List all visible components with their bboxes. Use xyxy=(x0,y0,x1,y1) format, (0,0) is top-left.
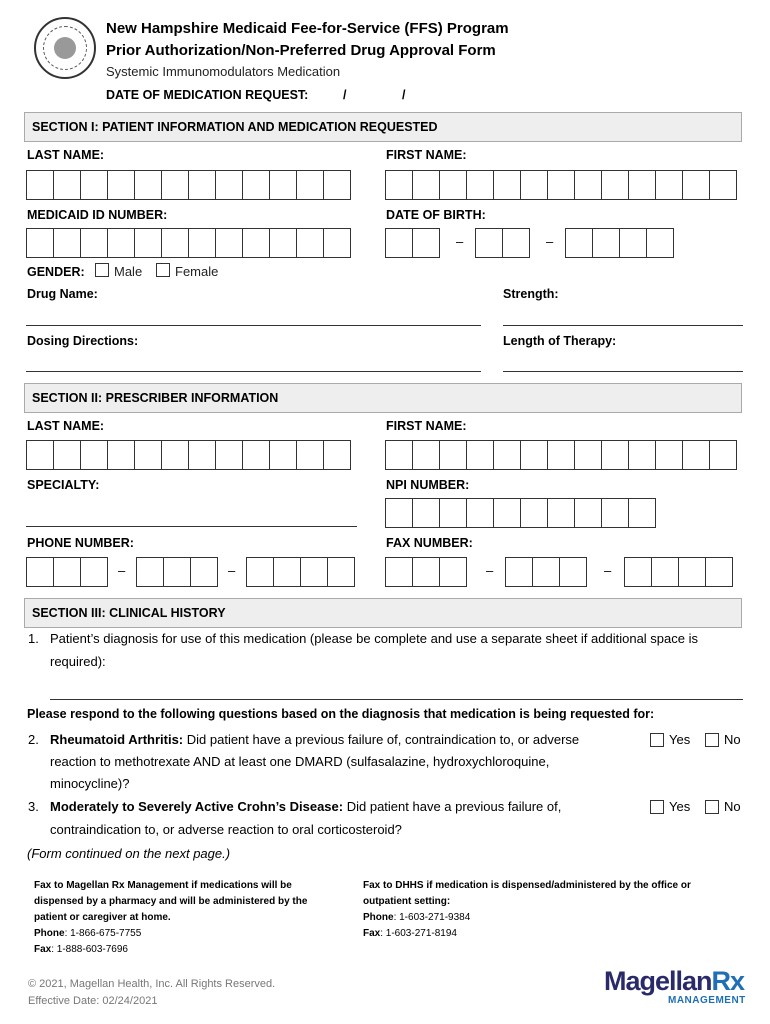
drug-name-label: Drug Name: xyxy=(27,287,98,301)
female-label: Female xyxy=(175,264,219,279)
dhhs-phone: : 1-603-271-9384 xyxy=(393,912,471,923)
q2-text-line1 xyxy=(50,729,579,751)
q3-no-checkbox[interactable] xyxy=(705,800,719,814)
prescriber-last-name-field[interactable] xyxy=(26,440,350,470)
section-1-header xyxy=(24,112,742,142)
magellan-fax: : 1-888-603-7696 xyxy=(51,944,128,955)
strength-label: Strength: xyxy=(503,287,559,301)
date-slash-1: / xyxy=(343,88,347,102)
q2-text-line2: reaction to methotrexate AND at least one DMARD (sulfasalazine, hydroxychloroquine, xyxy=(50,754,550,769)
q2-no-label: No xyxy=(724,732,741,747)
q2-question: Did patient have a previous failure of, contraindication to, or adverse xyxy=(183,732,580,747)
magellan-phone-label: Phone xyxy=(34,928,65,939)
dob-label: DATE OF BIRTH: xyxy=(386,208,486,222)
copyright-text: © 2021, Magellan Health, Inc. All Rights Reserved. xyxy=(28,978,276,990)
fax-dash-1: – xyxy=(486,563,494,578)
length-of-therapy-label: Length of Therapy: xyxy=(503,334,617,348)
drug-name-line[interactable] xyxy=(26,325,481,326)
dob-year-field[interactable] xyxy=(565,228,673,258)
form-title-line2: Prior Authorization/Non-Preferred Drug Approval Form xyxy=(106,42,496,59)
prescriber-last-name-label: LAST NAME: xyxy=(27,419,105,433)
specialty-label: SPECIALTY: xyxy=(27,478,100,492)
logo-rx: Rx xyxy=(711,966,745,996)
fax-magellan-block xyxy=(34,878,354,958)
dosing-directions-label: Dosing Directions: xyxy=(27,334,139,348)
q2-number: 2. xyxy=(28,732,39,747)
male-checkbox[interactable] xyxy=(95,263,109,277)
dhhs-phone-label: Phone xyxy=(363,912,394,923)
fax-area-field[interactable] xyxy=(385,557,466,587)
diagnosis-line[interactable] xyxy=(50,699,743,700)
fax-dhhs-line1: Fax to DHHS if medication is dispensed/administered by the office or xyxy=(363,880,691,891)
fax-magellan-line3: patient or caregiver at home. xyxy=(34,912,171,923)
q3-yes-checkbox[interactable] xyxy=(650,800,664,814)
q3-yes-label: Yes xyxy=(669,799,691,814)
dhhs-fax: : 1-603-271-8194 xyxy=(380,928,457,939)
q3-number: 3. xyxy=(28,799,39,814)
effective-date: Effective Date: 02/24/2021 xyxy=(28,995,158,1007)
male-label: Male xyxy=(114,264,143,279)
fax-label: FAX NUMBER: xyxy=(386,536,473,550)
q2-yes-label: Yes xyxy=(669,732,691,747)
phone-area-field[interactable] xyxy=(26,557,107,587)
magellan-rx-logo xyxy=(604,966,744,997)
q1-number: 1. xyxy=(28,631,39,646)
magellan-fax-label: Fax xyxy=(34,944,52,955)
prescriber-first-name-field[interactable] xyxy=(385,440,736,470)
dob-month-field[interactable] xyxy=(385,228,439,258)
logo-management: MANAGEMENT xyxy=(668,995,746,1006)
prescriber-first-name-label: FIRST NAME: xyxy=(386,419,467,433)
q2-no-checkbox[interactable] xyxy=(705,733,719,747)
instruction-text: Please respond to the following questions based on the diagnosis that medication is being requested for: xyxy=(27,707,655,721)
npi-label: NPI NUMBER: xyxy=(386,478,470,492)
q2-condition: Rheumatoid Arthritis: xyxy=(50,732,184,747)
patient-first-name-label: FIRST NAME: xyxy=(386,148,467,162)
q3-question: Did patient have a previous failure of, xyxy=(343,799,562,814)
fax-dhhs-line2: outpatient setting: xyxy=(363,896,451,907)
form-title-line1: New Hampshire Medicaid Fee-for-Service (FFS) Program xyxy=(106,20,509,37)
q3-condition: Moderately to Severely Active Crohn’s Disease: xyxy=(50,799,344,814)
specialty-line[interactable] xyxy=(26,526,357,527)
gender-label: GENDER: xyxy=(27,265,85,279)
q3-no-label: No xyxy=(724,799,741,814)
phone-dash-1: – xyxy=(118,563,126,578)
fax-dhhs-block xyxy=(363,878,743,942)
medicaid-id-label: MEDICAID ID NUMBER: xyxy=(27,208,168,222)
npi-field[interactable] xyxy=(385,498,655,528)
q3-text-line2: contraindication to, or adverse reaction to oral corticosteroid? xyxy=(50,822,402,837)
fax-magellan-line1: Fax to Magellan Rx Management if medications will be xyxy=(34,880,292,891)
q2-yes-checkbox[interactable] xyxy=(650,733,664,747)
length-of-therapy-line[interactable] xyxy=(503,371,743,372)
fax-magellan-line2: dispensed by a pharmacy and will be administered by the xyxy=(34,896,308,907)
dob-dash-2: – xyxy=(546,234,554,249)
dob-dash-1: – xyxy=(456,234,464,249)
fax-dash-2: – xyxy=(604,563,612,578)
section-3-header xyxy=(24,598,742,628)
fax-prefix-field[interactable] xyxy=(505,557,586,587)
female-checkbox[interactable] xyxy=(156,263,170,277)
dosing-directions-line[interactable] xyxy=(26,371,481,372)
q3-text-line1 xyxy=(50,796,561,818)
strength-line[interactable] xyxy=(503,325,743,326)
phone-line-field[interactable] xyxy=(246,557,354,587)
section-2-title: SECTION II: PRESCRIBER INFORMATION xyxy=(32,391,279,405)
section-2-header xyxy=(24,383,742,413)
q2-text-line3: minocycline)? xyxy=(50,776,130,791)
patient-last-name-label: LAST NAME: xyxy=(27,148,105,162)
phone-label: PHONE NUMBER: xyxy=(27,536,134,550)
dhhs-fax-label: Fax xyxy=(363,928,381,939)
q1-text-line2: required): xyxy=(50,654,106,669)
fax-line-field[interactable] xyxy=(624,557,732,587)
state-seal-icon xyxy=(34,17,96,79)
continued-note: (Form continued on the next page.) xyxy=(27,846,231,861)
phone-dash-2: – xyxy=(228,563,236,578)
patient-first-name-field[interactable] xyxy=(385,170,736,200)
section-3-title: SECTION III: CLINICAL HISTORY xyxy=(32,606,226,620)
phone-prefix-field[interactable] xyxy=(136,557,217,587)
logo-magellan: Magellan xyxy=(604,966,712,996)
patient-last-name-field[interactable] xyxy=(26,170,350,200)
magellan-phone: : 1-866-675-7755 xyxy=(64,928,142,939)
q1-text-line1: Patient’s diagnosis for use of this medication (please be complete and use a separate sheet if additional space is xyxy=(50,631,698,646)
dob-day-field[interactable] xyxy=(475,228,529,258)
form-subtitle: Systemic Immunomodulators Medication xyxy=(106,64,341,79)
date-slash-2: / xyxy=(402,88,406,102)
medicaid-id-field[interactable] xyxy=(26,228,350,258)
date-request-label: DATE OF MEDICATION REQUEST: xyxy=(106,88,309,102)
section-1-title: SECTION I: PATIENT INFORMATION AND MEDICATION REQUESTED xyxy=(32,120,438,134)
